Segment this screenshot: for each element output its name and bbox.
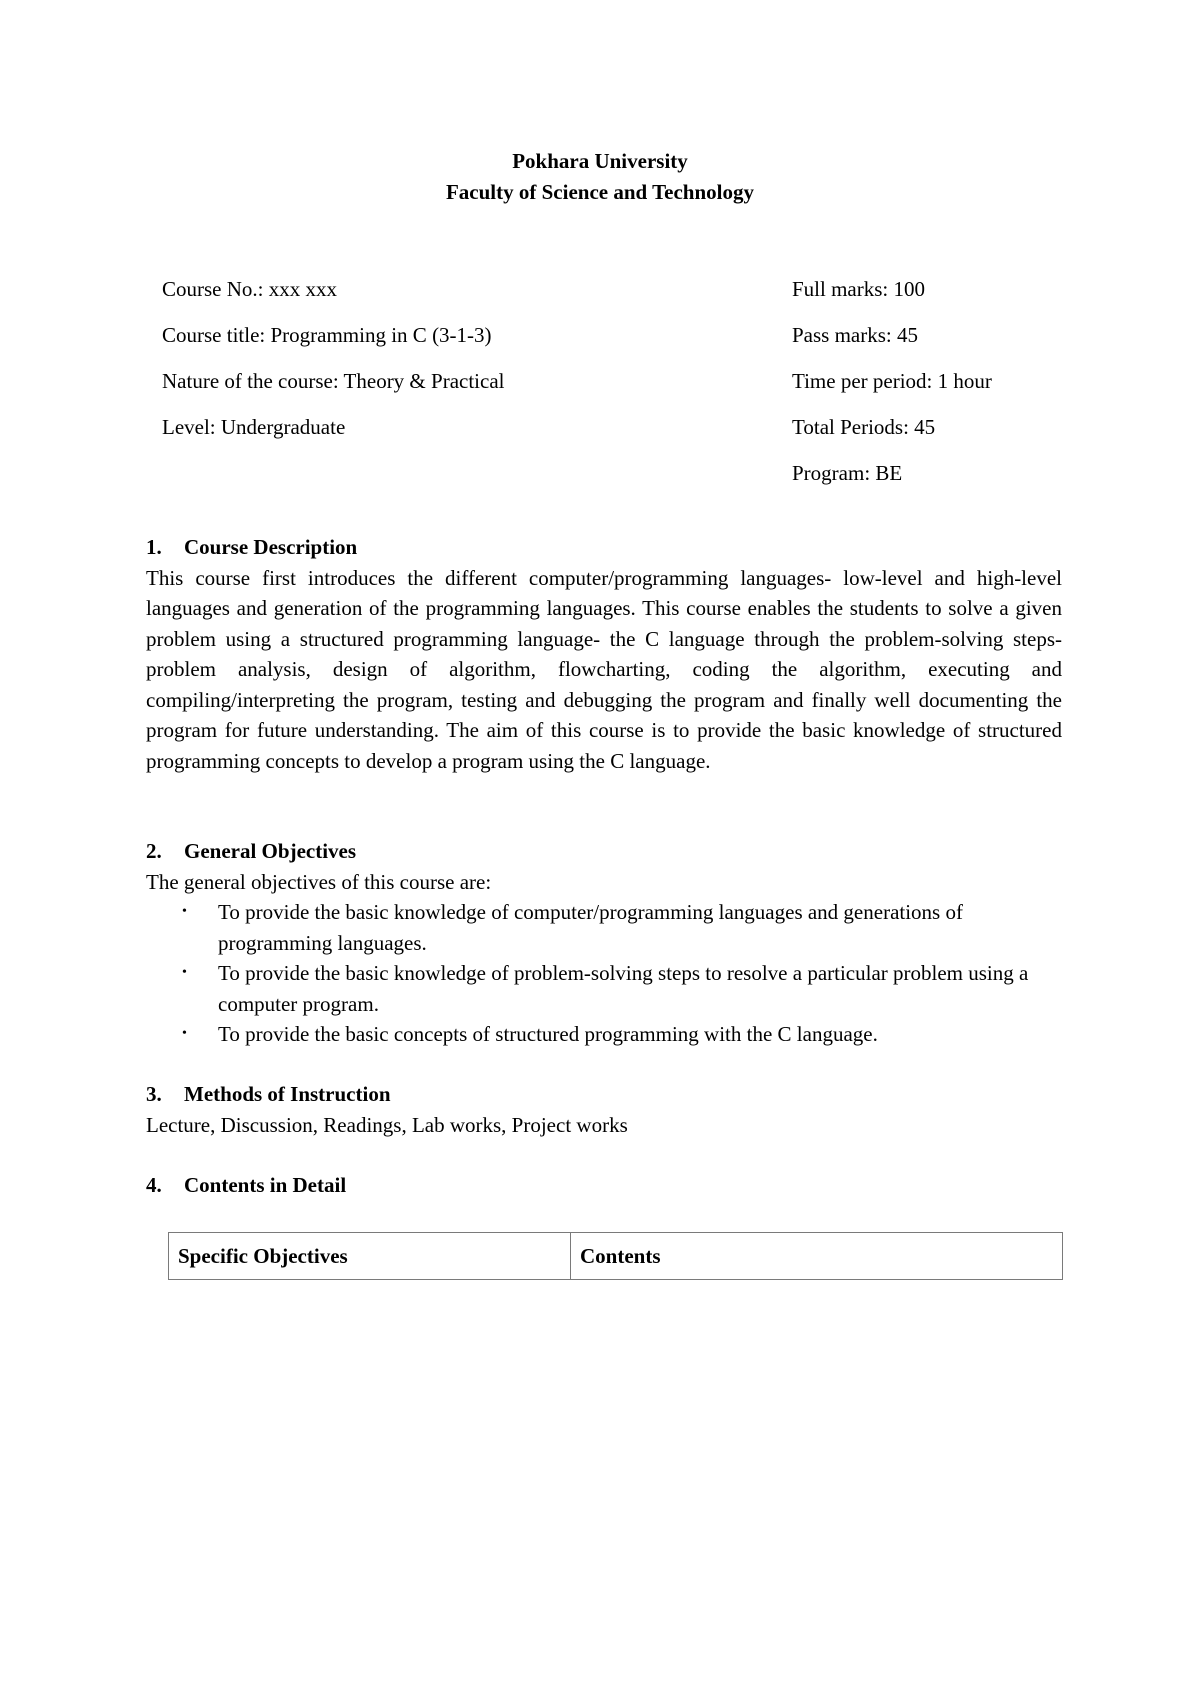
course-title: Course title: Programming in C (3-1-3) [162,323,492,347]
section-general-objectives [146,836,1062,1050]
course-info-right [792,276,992,506]
time-per-period: Time per period: 1 hour [792,369,992,393]
table-header-row [169,1233,1063,1280]
section-heading [146,836,1062,867]
list-item [182,1019,1062,1050]
objective-text: To provide the basic knowledge of problem-solving steps to resolve a particular problem using a computer program. [218,961,1029,1016]
full-marks: Full marks: 100 [792,277,926,301]
section-number: 4. [146,1173,162,1197]
objective-text: To provide the basic concepts of structured programming with the C language. [218,1022,878,1046]
section-title: Methods of Instruction [184,1082,391,1106]
program: Program: BE [792,461,903,485]
bullet-icon: • [182,1026,187,1041]
section-number: 1. [146,535,162,559]
methods-text: Lecture, Discussion, Readings, Lab works, Project works [146,1112,628,1137]
faculty-name: Faculty of Science and Technology [445,180,755,204]
contents-table [168,1232,1063,1280]
header-contents: Contents [571,1233,1063,1280]
course-level: Level: Undergraduate [162,415,346,439]
section-title: Contents in Detail [184,1173,347,1197]
section-heading [146,1170,1062,1201]
objective-text: To provide the basic knowledge of computer/programming languages and generations of programming languages. [218,900,963,955]
section-methods-of-instruction [146,1079,1062,1140]
section-heading [146,532,1062,563]
section-contents-in-detail [146,1170,1062,1201]
section-title: General Objectives [184,839,357,863]
objectives-list [146,897,1062,1050]
list-item [182,958,1062,1019]
total-periods: Total Periods: 45 [792,415,936,439]
section-number: 2. [146,839,162,863]
list-item [182,897,1062,958]
course-number: Course No.: xxx xxx [162,277,337,301]
header-specific-objectives: Specific Objectives [169,1233,571,1280]
section-title: Course Description [184,535,358,559]
course-nature: Nature of the course: Theory & Practical [162,369,505,393]
pass-marks: Pass marks: 45 [792,323,918,347]
bullet-icon: • [182,904,187,919]
bullet-icon: • [182,965,187,980]
document-header [0,146,1200,208]
course-info-left [162,276,504,460]
section-course-description [146,532,1062,776]
university-name: Pokhara University [512,149,688,173]
objectives-intro: The general objectives of this course are: [146,869,492,894]
section-heading [146,1079,1062,1110]
course-description-text: This course first introduces the different computer/programming languages- low-level and high-level languages and generation of the programming languages. This course enables the students to solve a given problem using a structured programming language- the C language through the problem-solving steps- problem analysis, design of algorithm, flowcharting, coding the algorithm, executing and compiling/interpreting the program, testing and debugging the program and finally well documenting the program for future understanding. The aim of this course is to provide the basic knowledge of structured programming concepts to develop a program using the C language. [146,565,1062,773]
section-number: 3. [146,1082,162,1106]
